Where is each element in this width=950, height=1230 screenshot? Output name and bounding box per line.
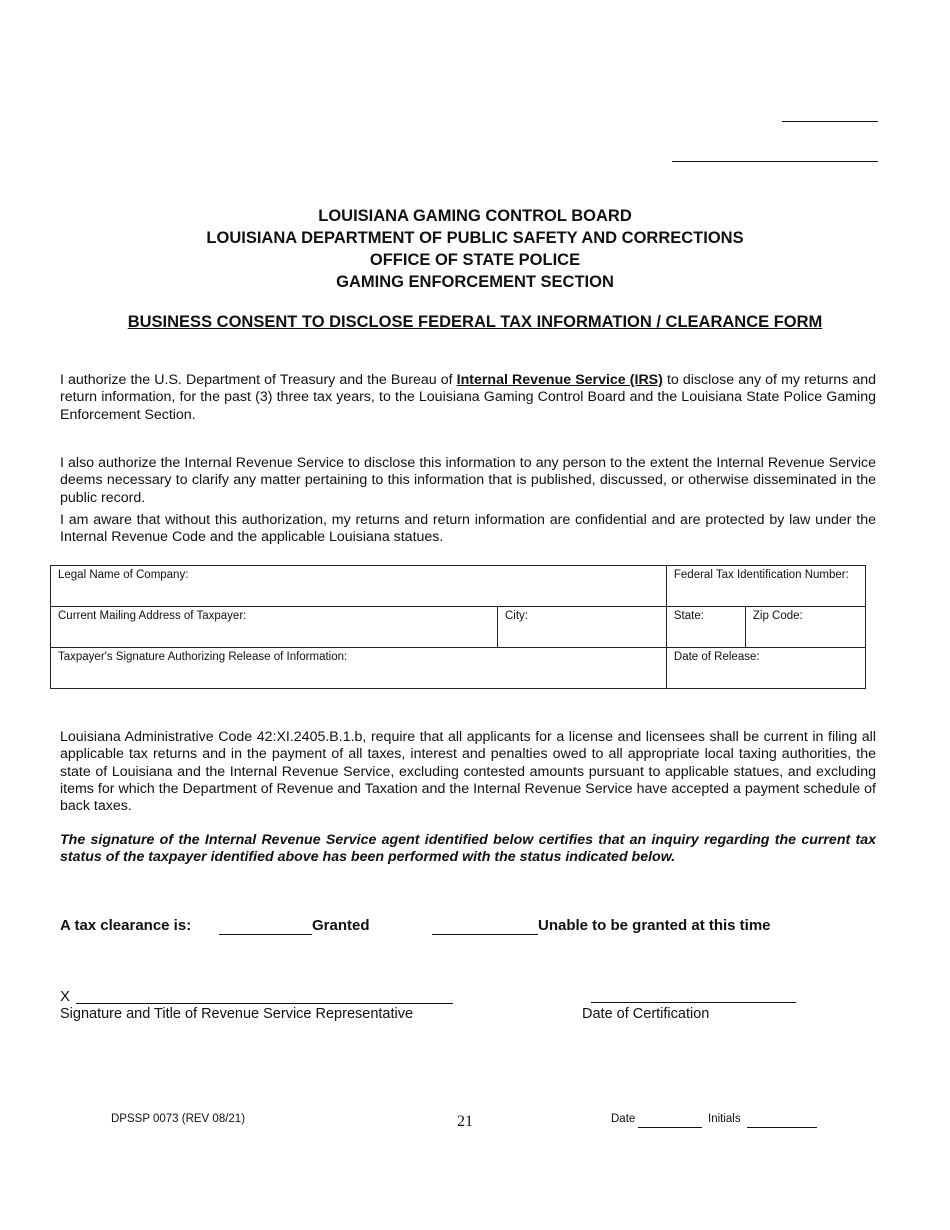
header-line-4: GAMING ENFORCEMENT SECTION — [336, 273, 614, 291]
unable-blank-line[interactable] — [432, 934, 538, 935]
footer-initials-line[interactable] — [747, 1127, 817, 1128]
granted-blank-line[interactable] — [219, 934, 312, 935]
certification-paragraph: The signature of the Internal Revenue Service agent identified below certifies that an inquiry regarding the current tax status of the taxpayer identified above has been performed with the status indicated below. — [60, 832, 876, 866]
state-field[interactable] — [666, 607, 745, 648]
administrative-code-paragraph: Louisiana Administrative Code 42:XI.2405.B.1.b, require that all applicants for a license and licensees shall be current in filing all applicable tax returns and in the payment of all taxes, interest and penalties owed to all appropriate local taxing authorities, the state of Louisiana and the Internal Revenue Service, excluding contested amounts pursuant to applicable statues, and excluding items for which the Department of Revenue and Taxation and the Internal Revenue Service have accepted a payment schedule of back taxes. — [60, 729, 876, 815]
awareness-paragraph: I am aware that without this authorization, my returns and return information are confidential and are protected by law under the Internal Revenue Code and the applicable Louisiana statues. — [60, 512, 876, 546]
taxpayer-signature-label: Taxpayer's Signature Authorizing Release of Information: — [58, 651, 348, 663]
zip-field[interactable] — [745, 607, 865, 648]
unable-option-label: Unable to be granted at this time — [538, 917, 771, 934]
date-of-release-field[interactable] — [666, 648, 865, 689]
page-number: 21 — [457, 1113, 473, 1130]
certification-date-line[interactable] — [591, 1002, 796, 1003]
footer-date-label: Date — [611, 1113, 636, 1125]
fein-field[interactable] — [666, 566, 865, 607]
city-field[interactable] — [498, 607, 667, 648]
fein-label: Federal Tax Identification Number: — [673, 569, 849, 581]
certification-date-label: Date of Certification — [582, 1006, 710, 1022]
representative-signature-line[interactable] — [76, 1003, 453, 1004]
top-blank-line-1[interactable] — [782, 121, 878, 122]
representative-signature-label: Signature and Title of Revenue Service Representative — [60, 1006, 414, 1022]
legal-name-label: Legal Name of Company: — [58, 569, 189, 581]
form-number: DPSSP 0073 (REV 08/21) — [111, 1113, 246, 1125]
zip-label: Zip Code: — [752, 610, 803, 622]
footer-date-line[interactable] — [638, 1127, 702, 1128]
para1-after: to disclose any of my returns and return information, for the past (3) three tax years, to the Louisiana Gaming Control Board and the Louisiana State Police Gaming Enforcement Section. — [60, 372, 876, 423]
header-line-1: LOUISIANA GAMING CONTROL BOARD — [318, 207, 632, 225]
top-blank-line-2[interactable] — [672, 161, 878, 162]
mailing-address-label: Current Mailing Address of Taxpayer: — [58, 610, 247, 622]
date-of-release-label: Date of Release: — [673, 651, 760, 663]
legal-name-field[interactable] — [51, 566, 667, 607]
signature-x-mark: X — [60, 988, 71, 1005]
irs-emphasis: Internal Revenue Service (IRS) — [456, 372, 663, 388]
header-line-2: LOUISIANA DEPARTMENT OF PUBLIC SAFETY AND CORRECTIONS — [206, 229, 744, 247]
footer-initials-label: Initials — [708, 1113, 741, 1125]
mailing-address-field[interactable] — [51, 607, 498, 648]
para1-before: I authorize the U.S. Department of Treasury and the Bureau of — [60, 372, 457, 388]
city-label: City: — [505, 610, 528, 622]
granted-option-label: Granted — [312, 917, 370, 934]
taxpayer-signature-field[interactable] — [51, 648, 667, 689]
clearance-label: A tax clearance is: — [60, 917, 192, 934]
agency-header — [0, 205, 950, 293]
disclosure-paragraph: I also authorize the Internal Revenue Service to disclose this information to any person to the extent the Internal Revenue Service deems necessary to clarify any matter pertaining to this information that is published, discussed, or otherwise disseminated in the public record. — [60, 455, 876, 506]
authorization-paragraph — [60, 372, 876, 424]
header-line-3: OFFICE OF STATE POLICE — [369, 251, 581, 269]
state-label: State: — [673, 610, 704, 622]
taxpayer-info-table — [50, 565, 866, 689]
form-title: BUSINESS CONSENT TO DISCLOSE FEDERAL TAX INFORMATION / CLEARANCE FORM — [127, 313, 823, 331]
